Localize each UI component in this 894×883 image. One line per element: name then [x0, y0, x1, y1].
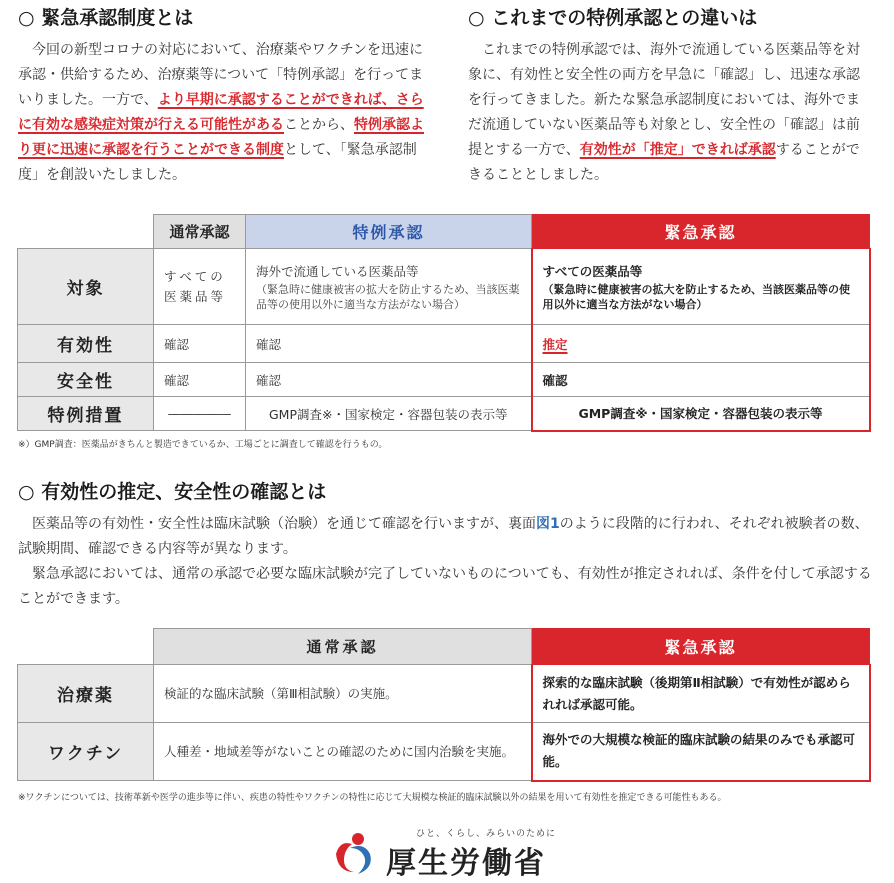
table-row	[18, 249, 870, 325]
header-tokurei: 特例承認	[246, 215, 532, 249]
row-label-taisho: 対象	[18, 249, 154, 325]
section-suitei	[18, 480, 874, 612]
table-row	[18, 325, 870, 363]
cell-tsujo-anzensei: 確認	[154, 363, 246, 397]
footnote-vaccine: ※ワクチンについては、技術革新や医学の進歩等に伴い、疾患の特性やワクチンの特性に応じて大規模な検証的臨床試験以外の結果を用いて有効性を推定できる可能性もある。	[18, 793, 727, 803]
cell-kinkyu-chiryoyaku: 探索的な臨床試験（後期第Ⅱ相試験）で有効性が認められれば承認可能。	[532, 665, 870, 723]
header-kinkyu: 緊急承認	[532, 215, 870, 249]
cell-tsujo-taisho: すべての医薬品等	[154, 249, 246, 325]
comparison-table-shiken	[17, 628, 871, 782]
ministry-name: 厚生労働省	[386, 846, 546, 881]
ministry-emblem-icon	[330, 830, 376, 876]
cell-kinkyu-tokurei-sochi: GMP調査※・国家検定・容器包装の表示等	[532, 397, 870, 431]
cell-tsujo-vaccine: 人種差・地域差等がないことの確認のために国内治験を実施。	[154, 723, 532, 781]
table-row	[18, 723, 870, 781]
table-row	[18, 397, 870, 431]
paragraph-suitei-2: 緊急承認においては、通常の承認で必要な臨床試験が完了していないものについても、有効性が推定されれば、条件を付して承認することができます。	[18, 566, 872, 607]
paragraph-chigai: これまでの特例承認では、海外で流通している医薬品等を対象に、有効性と安全性の両方を早急に「確認」し、迅速な承認を行ってきました。新たな緊急承認制度においては、海外でまだ流通していない医薬品等も対象とし、安全性の「確認」は前提とする一方で、有効性が「推定」できれば承認することができることとしました。	[468, 42, 860, 183]
section-chigai	[468, 6, 872, 188]
header-tsujo-2: 通常承認	[154, 629, 532, 665]
header-kinkyu-2: 緊急承認	[532, 629, 870, 665]
heading-chigai: ○ これまでの特例承認との違いは	[468, 7, 758, 29]
cell-kinkyu-taisho: すべての医薬品等 （緊急時に健康被害の拡大を防止するため、当該医薬品等の使用以外に適当な方法がない場合）	[532, 249, 870, 325]
ministry-tagline: ひと、くらし、みらいのために	[416, 829, 557, 839]
table-row	[18, 665, 870, 723]
row-label-tokurei-sochi: 特例措置	[18, 397, 154, 431]
figure-link[interactable]: 図1	[536, 516, 560, 532]
cell-tsujo-chiryoyaku: 検証的な臨床試験（第Ⅲ相試験）の実施。	[154, 665, 532, 723]
row-label-yukosei: 有効性	[18, 325, 154, 363]
row-label-anzensei: 安全性	[18, 363, 154, 397]
row-label-vaccine: ワクチン	[18, 723, 154, 781]
heading-suitei: ○ 有効性の推定、安全性の確認とは	[18, 481, 327, 503]
ministry-logo	[330, 822, 570, 880]
cell-kinkyu-anzensei: 確認	[532, 363, 870, 397]
comparison-table-tokurei	[17, 214, 871, 432]
cell-tokurei-taisho: 海外で流通している医薬品等 （緊急時に健康被害の拡大を防止するため、当該医薬品等の使用以外に適当な方法がない場合）	[246, 249, 532, 325]
heading-seido: ○ 緊急承認制度とは	[18, 7, 194, 29]
header-tsujo: 通常承認	[154, 215, 246, 249]
section-seido	[18, 6, 430, 188]
cell-kinkyu-vaccine: 海外での大規模な検証的臨床試験の結果のみでも承認可能。	[532, 723, 870, 781]
cell-tokurei-tokurei-sochi: GMP調査※・国家検定・容器包装の表示等	[246, 397, 532, 431]
footnote-gmp: ※）GMP調査：医薬品がきちんと製造できているか、工場ごとに調査して確認を行うもの。	[18, 440, 388, 450]
cell-tokurei-anzensei: 確認	[246, 363, 532, 397]
cell-tsujo-yukosei: 確認	[154, 325, 246, 363]
paragraph-seido: 今回の新型コロナの対応において、治療薬やワクチンを迅速に承認・供給するため、治療薬等について「特例承認」を行ってまいりました。一方で、より早期に承認することができれば、さらに有効な感染症対策が行える可能性があることから、特例承認より更に迅速に承認を行うことができる制度として、「緊急承認制度」を創設いたしました。	[18, 42, 424, 183]
cell-tsujo-tokurei-sochi: ―――――	[154, 397, 246, 431]
table-row	[18, 363, 870, 397]
cell-kinkyu-yukosei: 推定	[532, 325, 870, 363]
cell-tokurei-yukosei: 確認	[246, 325, 532, 363]
paragraph-suitei-1: 医薬品等の有効性・安全性は臨床試験（治験）を通じて確認を行いますが、裏面図1のように段階的に行われ、それぞれ被験者の数、試験期間、確認できる内容等が異なります。	[18, 516, 869, 557]
row-label-chiryoyaku: 治療薬	[18, 665, 154, 723]
